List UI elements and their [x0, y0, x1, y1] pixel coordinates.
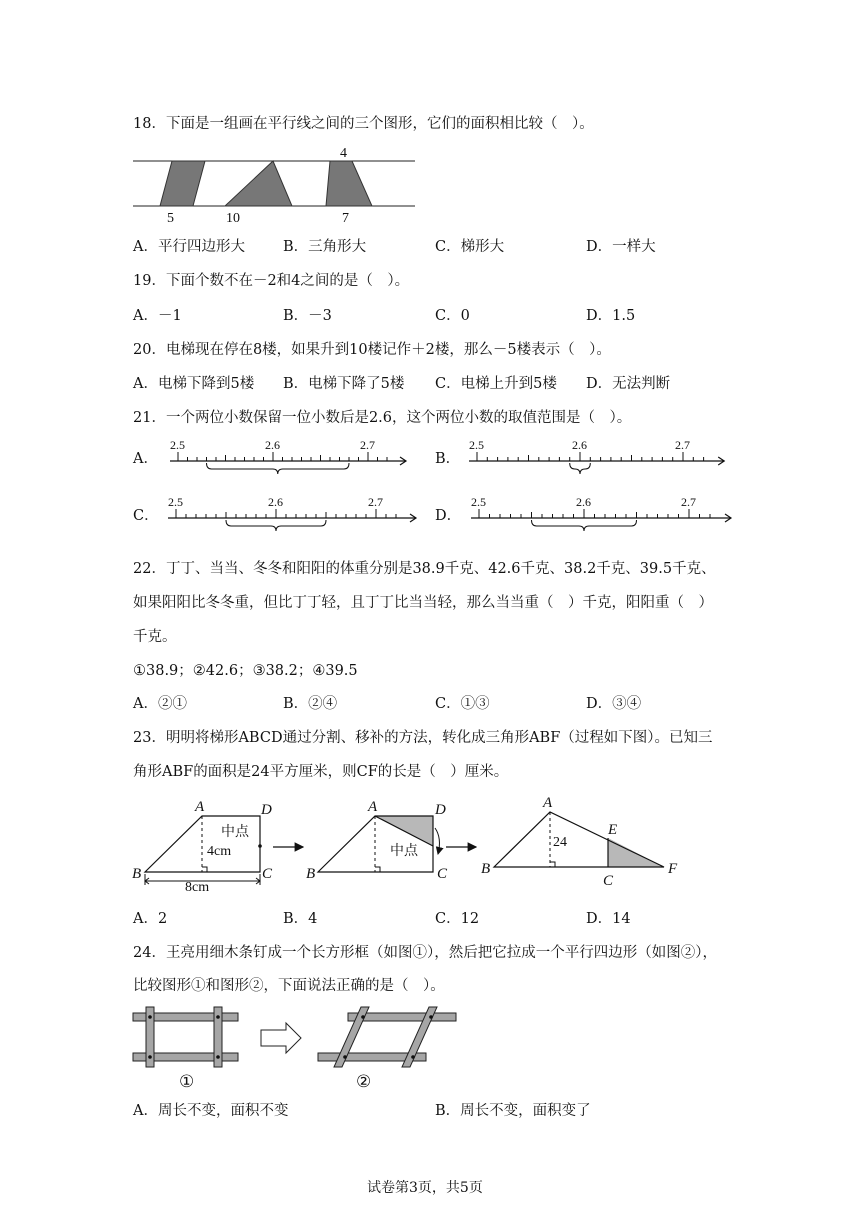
- svg-text:B: B: [306, 866, 316, 882]
- svg-text:C: C: [262, 866, 273, 882]
- q24-option-a[interactable]: A．周长不变，面积不变: [133, 1103, 289, 1119]
- svg-text:F: F: [668, 861, 678, 877]
- q21-numberline-c: [160, 494, 430, 544]
- parallelogram-shape: [160, 161, 205, 206]
- svg-text:中点: 中点: [221, 825, 249, 840]
- q19-option-a[interactable]: A．－1: [133, 308, 182, 324]
- q20-option-a[interactable]: A．电梯下降到5楼: [133, 376, 255, 392]
- label-10: 10: [226, 211, 240, 226]
- q22-line3: 千克。: [133, 629, 177, 645]
- svg-text:D: D: [261, 802, 272, 818]
- svg-text:A: A: [543, 795, 553, 811]
- trapezoid-shape: [326, 161, 372, 206]
- q22-choices: ①38.9；②42.6；③38.2；④39.5: [133, 663, 358, 679]
- q20-option-b[interactable]: B．电梯下降了5楼: [283, 376, 405, 392]
- page-footer: 试卷第3页，共5页: [367, 1180, 483, 1196]
- q20-stem: 20．电梯现在停在8楼，如果升到10楼记作＋2楼，那么－5楼表示（ ）。: [133, 342, 611, 358]
- svg-text:E: E: [608, 822, 618, 838]
- trapezoid-abcd: [132, 799, 273, 895]
- q23-line1: 23．明明将梯形ABCD通过分割、移补的方法，转化成三角形ABF（过程如下图）。已知三: [133, 730, 713, 746]
- triangle-shape: [225, 161, 292, 206]
- q22-option-d[interactable]: D．③④: [586, 696, 642, 712]
- q24-line2: 比较图形①和图形②，下面说法正确的是（ ）。: [133, 978, 445, 994]
- svg-text:2.7: 2.7: [681, 495, 696, 509]
- q23-line2: 角形ABF的面积是24平方厘米，则CF的长是（ ）厘米。: [133, 764, 509, 780]
- q18-option-a[interactable]: A．平行四边形大: [133, 239, 245, 255]
- q19-option-c[interactable]: C．0: [435, 308, 470, 324]
- q21-numberline-a: [160, 437, 410, 487]
- label-5: 5: [167, 211, 174, 226]
- svg-text:8cm: 8cm: [185, 880, 210, 895]
- svg-text:C: C: [603, 873, 614, 889]
- q21-stem: 21．一个两位小数保留一位小数后是2.6，这个两位小数的取值范围是（ ）。: [133, 410, 632, 426]
- svg-text:2.7: 2.7: [360, 438, 375, 452]
- q21-option-b[interactable]: B．: [435, 451, 461, 467]
- q21-numberline-b: [460, 437, 730, 487]
- q24-figure: [128, 1005, 468, 1100]
- svg-text:B: B: [481, 861, 491, 877]
- q19-stem: 19．下面个数不在－2和4之间的是（ ）。: [133, 273, 410, 289]
- q23-option-d[interactable]: D．14: [586, 911, 631, 927]
- q22-line2: 如果阳阳比冬冬重，但比丁丁轻，且丁丁比当当轻，那么当当重（ ）千克，阳阳重（ ）: [133, 595, 713, 611]
- q22-option-c[interactable]: C．①③: [435, 696, 490, 712]
- q23-option-c[interactable]: C．12: [435, 911, 480, 927]
- q23-figure: [128, 792, 688, 897]
- q22-option-a[interactable]: A．②①: [133, 696, 187, 712]
- svg-text:B: B: [132, 866, 142, 882]
- svg-text:2.5: 2.5: [168, 495, 183, 509]
- q18-option-b[interactable]: B．三角形大: [283, 239, 367, 255]
- q18-option-c[interactable]: C．梯形大: [435, 239, 505, 255]
- triangle-abf: [481, 795, 678, 889]
- q20-option-d[interactable]: D．无法判断: [586, 376, 671, 392]
- svg-text:4cm: 4cm: [207, 844, 232, 859]
- svg-text:2.6: 2.6: [265, 438, 280, 452]
- label-7: 7: [342, 211, 349, 226]
- svg-text:2.6: 2.6: [268, 495, 283, 509]
- svg-text:2.7: 2.7: [675, 438, 690, 452]
- svg-text:A: A: [195, 799, 205, 815]
- svg-text:D: D: [435, 802, 446, 818]
- q18-option-d[interactable]: D．一样大: [586, 239, 656, 255]
- svg-text:24: 24: [553, 835, 567, 850]
- q21-numberline-d: [460, 494, 730, 544]
- svg-text:A: A: [368, 799, 378, 815]
- q21-option-c[interactable]: C．: [133, 508, 159, 524]
- svg-text:2.6: 2.6: [576, 495, 591, 509]
- q20-option-c[interactable]: C．电梯上升到5楼: [435, 376, 557, 392]
- figure-1-label: ①: [179, 1072, 195, 1091]
- svg-text:中点: 中点: [390, 844, 418, 859]
- cut-trapezoid: [306, 799, 448, 882]
- right-arrow-icon: [261, 1023, 301, 1053]
- q23-option-b[interactable]: B．4: [283, 911, 318, 927]
- rectangle-frame: [133, 1007, 238, 1067]
- parallelogram-frame: [318, 1007, 456, 1067]
- q24-option-b[interactable]: B．周长不变，面积变了: [435, 1103, 591, 1119]
- svg-text:C: C: [437, 866, 448, 882]
- q22-option-b[interactable]: B．②④: [283, 696, 338, 712]
- q21-option-a[interactable]: A．: [133, 451, 158, 467]
- q23-option-a[interactable]: A．2: [133, 911, 168, 927]
- svg-text:2.5: 2.5: [469, 438, 484, 452]
- q19-option-d[interactable]: D．1.5: [586, 308, 636, 324]
- svg-text:2.6: 2.6: [572, 438, 587, 452]
- svg-text:2.7: 2.7: [368, 495, 383, 509]
- q21-option-d[interactable]: D．: [435, 508, 462, 524]
- q18-figure: [130, 143, 420, 226]
- label-top-4: 4: [340, 146, 347, 161]
- q22-line1: 22．丁丁、当当、冬冬和阳阳的体重分别是38.9千克、42.6千克、38.2千克、39.5千克、: [133, 561, 716, 577]
- svg-text:2.5: 2.5: [170, 438, 185, 452]
- q19-option-b[interactable]: B．－3: [283, 308, 332, 324]
- svg-text:2.5: 2.5: [471, 495, 486, 509]
- figure-2-label: ②: [356, 1072, 372, 1091]
- q24-line1: 24．王亮用细木条钉成一个长方形框（如图①），然后把它拉成一个平行四边形（如图②），: [133, 945, 717, 961]
- q18-stem: 18．下面是一组画在平行线之间的三个图形，它们的面积相比较（ ）。: [133, 116, 594, 132]
